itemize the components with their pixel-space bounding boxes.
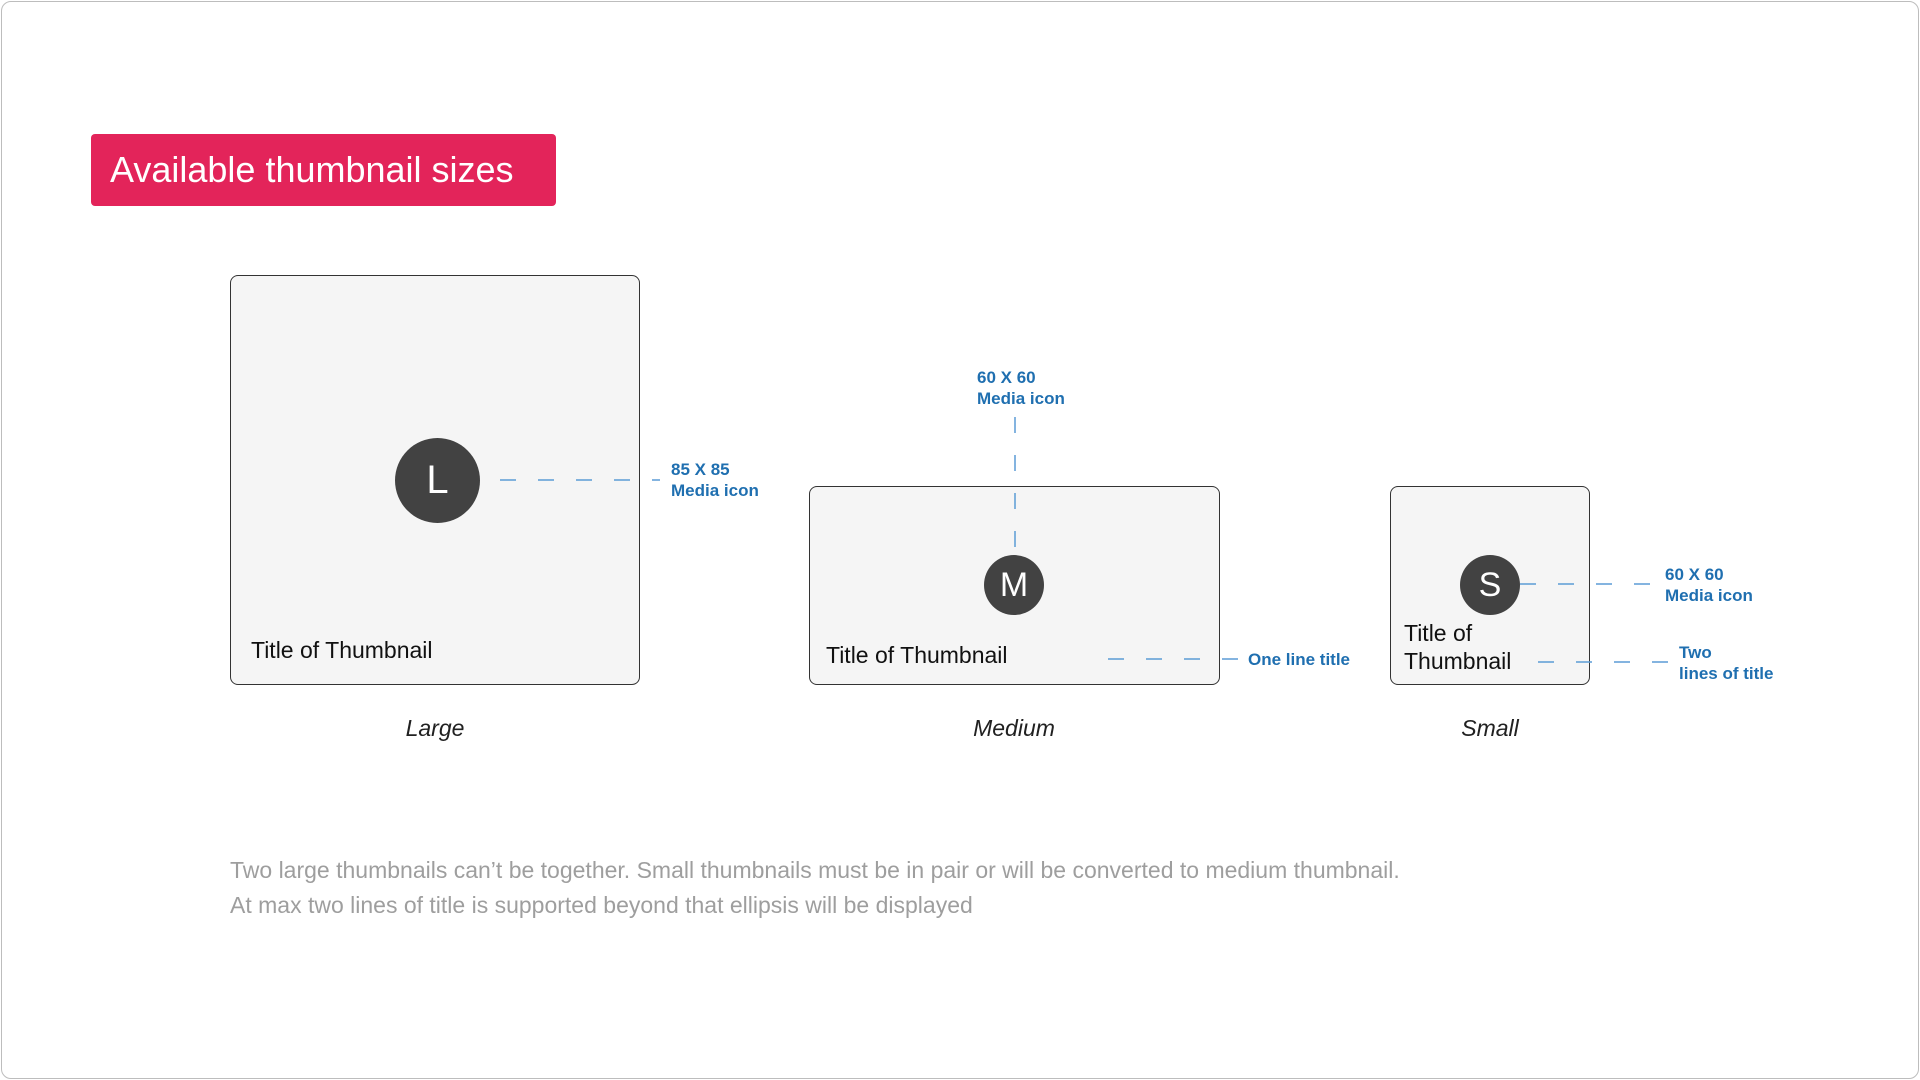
media-icon-large: L bbox=[395, 438, 480, 523]
thumbnail-large bbox=[230, 275, 640, 685]
annotation-small-size: 60 X 60 bbox=[1665, 565, 1724, 584]
thumbnail-title-large: Title of Thumbnail bbox=[251, 637, 433, 663]
size-label-large: Large bbox=[405, 715, 465, 741]
size-label-medium: Medium bbox=[973, 715, 1055, 741]
annotation-medium-title: One line title bbox=[1248, 650, 1351, 669]
annotation-medium-size: 60 X 60 bbox=[977, 368, 1036, 387]
annotation-small-title-line2: lines of title bbox=[1679, 664, 1774, 683]
size-label-small: Small bbox=[1461, 715, 1519, 741]
usage-note-2: At max two lines of title is supported beyond that ellipsis will be displayed bbox=[230, 892, 973, 918]
annotation-small-caption: Media icon bbox=[1665, 586, 1753, 605]
annotation-large-caption: Media icon bbox=[671, 481, 759, 500]
thumbnail-medium bbox=[809, 486, 1220, 685]
annotation-large-icon bbox=[671, 459, 759, 501]
page-title: Available thumbnail sizes bbox=[91, 134, 556, 206]
annotation-small-title bbox=[1679, 642, 1773, 684]
usage-note-1: Two large thumbnails can’t be together. Small thumbnails must be in pair or will be converted to medium thumbnail. bbox=[230, 857, 1400, 883]
thumbnail-title-small: Title of Thumbnail bbox=[1404, 620, 1512, 674]
media-icon-small: S bbox=[1460, 555, 1520, 615]
usage-notes bbox=[230, 853, 1730, 923]
annotation-medium-icon bbox=[977, 367, 1065, 409]
thumbnail-small bbox=[1390, 486, 1590, 685]
annotation-medium-caption: Media icon bbox=[977, 389, 1065, 408]
annotation-small-title-line1: Two bbox=[1679, 643, 1712, 662]
annotation-small-icon bbox=[1665, 564, 1753, 606]
media-icon-medium: M bbox=[984, 555, 1044, 615]
annotation-large-size: 85 X 85 bbox=[671, 460, 730, 479]
thumbnail-title-medium: Title of Thumbnail bbox=[826, 642, 1008, 668]
